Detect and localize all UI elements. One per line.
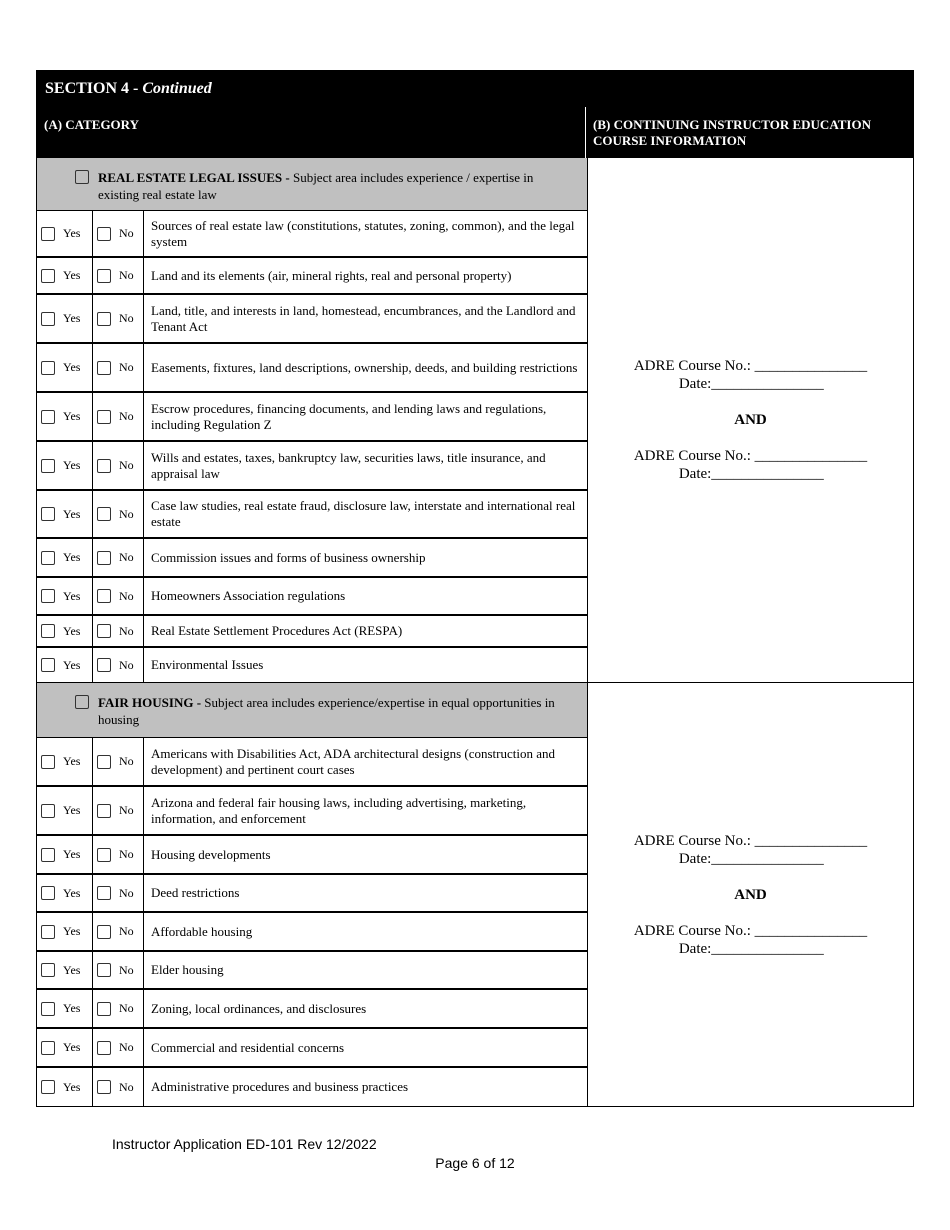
- yes-label: Yes: [63, 360, 81, 374]
- yes-label: Yes: [63, 268, 81, 282]
- item-description: Deed restrictions: [151, 885, 240, 900]
- no-label: No: [119, 623, 134, 638]
- no-label: No: [119, 754, 134, 768]
- yes-checkbox[interactable]: [41, 459, 55, 473]
- no-label: No: [119, 1001, 134, 1015]
- category-description: Subject area includes experience / expertise in existing real estate law: [98, 170, 534, 202]
- and-label: AND: [734, 412, 767, 428]
- yes-checkbox[interactable]: [41, 1002, 55, 1016]
- yes-checkbox[interactable]: [41, 269, 55, 283]
- no-option[interactable]: [93, 1029, 144, 1066]
- yes-option[interactable]: [37, 990, 93, 1027]
- yes-label: Yes: [63, 754, 81, 768]
- item-description: Easements, fixtures, land descriptions, ownership, deeds, and building restrictions: [151, 359, 578, 375]
- footer-page-number: Page 6 of 12: [435, 1155, 515, 1171]
- no-option[interactable]: [93, 787, 144, 834]
- item-row: [37, 787, 587, 836]
- item-description: Affordable housing: [151, 923, 253, 939]
- yes-checkbox[interactable]: [41, 361, 55, 375]
- yes-option[interactable]: [37, 295, 93, 342]
- item-row: [37, 616, 587, 648]
- no-checkbox[interactable]: [97, 1002, 111, 1016]
- yes-option[interactable]: [37, 787, 93, 834]
- yes-option[interactable]: [37, 875, 93, 911]
- no-label: No: [119, 924, 134, 938]
- item-description: Administrative procedures and business practices: [151, 1079, 409, 1094]
- no-label: No: [119, 458, 134, 472]
- item-description: Commercial and residential concerns: [151, 1039, 345, 1055]
- yes-option[interactable]: [37, 913, 93, 950]
- adre-course-no-2: ADRE Course No.: _______________: [633, 448, 868, 464]
- yes-option[interactable]: [37, 393, 93, 440]
- yes-label: Yes: [63, 458, 81, 472]
- yes-label: Yes: [63, 657, 81, 672]
- yes-label: Yes: [63, 1001, 81, 1015]
- item-description: Land and its elements (air, mineral rights, real and personal property): [151, 267, 512, 283]
- no-checkbox[interactable]: [97, 312, 111, 326]
- yes-option[interactable]: [37, 442, 93, 489]
- item-row: [37, 211, 587, 258]
- yes-checkbox[interactable]: [41, 1041, 55, 1055]
- no-option[interactable]: [93, 295, 144, 342]
- yes-option[interactable]: [37, 738, 93, 785]
- yes-label: Yes: [63, 311, 81, 325]
- no-option[interactable]: [93, 539, 144, 576]
- column-headers: [36, 107, 914, 158]
- footer-form-id: Instructor Application ED-101 Rev 12/2022: [112, 1136, 377, 1152]
- item-description: Zoning, local ordinances, and disclosures: [151, 1000, 367, 1016]
- no-label: No: [119, 588, 134, 603]
- no-label: No: [119, 1040, 134, 1054]
- yes-option[interactable]: [37, 491, 93, 537]
- course-info-block: [634, 357, 867, 483]
- course-info-cell: [587, 683, 913, 1106]
- category-text: [98, 169, 577, 210]
- item-row: [37, 836, 587, 875]
- yes-checkbox[interactable]: [41, 624, 55, 638]
- section-header: [36, 70, 914, 107]
- yes-label: Yes: [63, 623, 81, 638]
- no-checkbox[interactable]: [97, 755, 111, 769]
- item-description: Sources of real estate law (constitutions, statutes, zoning, common), and the legal system: [151, 217, 575, 249]
- no-checkbox[interactable]: [97, 269, 111, 283]
- item-description: Elder housing: [151, 962, 224, 977]
- item-row: [37, 539, 587, 578]
- item-row: [37, 990, 587, 1029]
- no-option[interactable]: [93, 1068, 144, 1106]
- yes-label: Yes: [63, 885, 81, 900]
- group-items: [37, 683, 587, 1106]
- no-option[interactable]: [93, 648, 144, 682]
- yes-checkbox[interactable]: [41, 312, 55, 326]
- item-row: [37, 258, 587, 295]
- item-row: [37, 295, 587, 344]
- item-description: Real Estate Settlement Procedures Act (RESPA): [151, 623, 403, 638]
- no-checkbox[interactable]: [97, 1080, 111, 1094]
- item-row: [37, 1029, 587, 1068]
- category-description: Subject area includes experience/expertise in equal opportunities in housing: [98, 695, 555, 727]
- and-label: AND: [734, 886, 767, 903]
- yes-checkbox[interactable]: [41, 925, 55, 939]
- yes-checkbox[interactable]: [41, 1080, 55, 1094]
- no-label: No: [119, 550, 134, 564]
- yes-label: Yes: [63, 803, 81, 817]
- item-row: [37, 578, 587, 616]
- item-row: [37, 738, 587, 787]
- yes-checkbox[interactable]: [41, 227, 55, 241]
- yes-checkbox[interactable]: [41, 848, 55, 862]
- no-option[interactable]: [93, 913, 144, 950]
- no-checkbox[interactable]: [97, 848, 111, 862]
- yes-checkbox[interactable]: [41, 589, 55, 603]
- item-row: [37, 442, 587, 491]
- item-row: [37, 1068, 587, 1106]
- item-row: [37, 491, 587, 539]
- no-option[interactable]: [93, 344, 144, 391]
- yes-option[interactable]: [37, 1068, 93, 1106]
- yes-checkbox[interactable]: [41, 551, 55, 565]
- item-description: Case law studies, real estate fraud, disclosure law, interstate and international real estate: [151, 498, 576, 529]
- no-label: No: [119, 657, 134, 672]
- course-info-block: [634, 832, 867, 958]
- item-row: [37, 952, 587, 990]
- item-row: [37, 393, 587, 442]
- yes-option[interactable]: [37, 836, 93, 873]
- yes-label: Yes: [63, 226, 81, 240]
- no-checkbox[interactable]: [97, 886, 111, 900]
- item-row: [37, 344, 587, 393]
- no-checkbox[interactable]: [97, 459, 111, 473]
- item-description: Homeowners Association regulations: [151, 588, 346, 603]
- no-checkbox[interactable]: [97, 410, 111, 424]
- item-row: [37, 648, 587, 682]
- no-checkbox[interactable]: [97, 589, 111, 603]
- section-title-continued: Continued: [142, 80, 212, 97]
- yes-label: Yes: [63, 962, 81, 977]
- course-info-cell: [587, 158, 913, 682]
- item-description: Americans with Disabilities Act, ADA architectural designs (construction and development) and pertinent court cases: [151, 745, 555, 777]
- no-option[interactable]: [93, 258, 144, 293]
- category-title: FAIR HOUSING -: [98, 695, 205, 710]
- no-label: No: [119, 885, 134, 900]
- no-checkbox[interactable]: [97, 227, 111, 241]
- adre-course-no-1: ADRE Course No.: _______________: [633, 832, 868, 849]
- category-row: [37, 158, 587, 211]
- no-label: No: [119, 226, 134, 240]
- yes-label: Yes: [63, 924, 81, 938]
- yes-label: Yes: [63, 588, 81, 603]
- yes-label: Yes: [63, 847, 81, 861]
- no-checkbox[interactable]: [97, 925, 111, 939]
- no-checkbox[interactable]: [97, 361, 111, 375]
- adre-date-2: Date:_______________: [678, 940, 824, 957]
- yes-checkbox[interactable]: [41, 804, 55, 818]
- no-option[interactable]: [93, 738, 144, 785]
- yes-label: Yes: [63, 506, 81, 521]
- no-label: No: [119, 506, 134, 521]
- yes-checkbox[interactable]: [41, 886, 55, 900]
- no-option[interactable]: [93, 875, 144, 911]
- yes-option[interactable]: [37, 211, 93, 256]
- no-checkbox[interactable]: [97, 804, 111, 818]
- no-label: No: [119, 1079, 134, 1094]
- item-description: Land, title, and interests in land, homestead, encumbrances, and the Landlord and Tenant Act: [151, 302, 576, 334]
- yes-option[interactable]: [37, 616, 93, 646]
- category-text: [98, 694, 577, 737]
- yes-label: Yes: [63, 409, 81, 423]
- yes-checkbox[interactable]: [41, 410, 55, 424]
- group-items: [37, 158, 587, 682]
- group-fair-housing: [36, 683, 914, 1107]
- category-row: [37, 683, 587, 738]
- item-row: [37, 913, 587, 952]
- yes-label: Yes: [63, 550, 81, 564]
- no-checkbox[interactable]: [97, 551, 111, 565]
- no-option[interactable]: [93, 952, 144, 988]
- yes-checkbox[interactable]: [41, 658, 55, 672]
- adre-date-2: Date:_______________: [678, 466, 824, 482]
- yes-checkbox[interactable]: [41, 755, 55, 769]
- yes-option[interactable]: [37, 344, 93, 391]
- no-label: No: [119, 803, 134, 817]
- yes-checkbox[interactable]: [41, 963, 55, 977]
- adre-date-1: Date:_______________: [678, 376, 824, 392]
- yes-option[interactable]: [37, 258, 93, 293]
- no-checkbox[interactable]: [97, 507, 111, 521]
- category-title: REAL ESTATE LEGAL ISSUES -: [98, 170, 293, 185]
- adre-course-no-2: ADRE Course No.: _______________: [633, 922, 868, 939]
- no-label: No: [119, 847, 134, 861]
- group-real-estate-legal-issues: [36, 158, 914, 683]
- yes-option[interactable]: [37, 648, 93, 682]
- no-label: No: [119, 409, 134, 423]
- item-description: Commission issues and forms of business ownership: [151, 549, 426, 565]
- item-description: Environmental Issues: [151, 657, 264, 672]
- no-label: No: [119, 268, 134, 282]
- yes-label: Yes: [63, 1040, 81, 1054]
- section-4-table: [36, 70, 914, 1107]
- no-checkbox[interactable]: [97, 658, 111, 672]
- no-label: No: [119, 360, 134, 374]
- yes-option[interactable]: [37, 539, 93, 576]
- item-description: Escrow procedures, financing documents, and lending laws and regulations, including Regulation Z: [151, 400, 547, 432]
- adre-date-1: Date:_______________: [678, 850, 824, 867]
- no-label: No: [119, 311, 134, 325]
- yes-option[interactable]: [37, 952, 93, 988]
- yes-option[interactable]: [37, 1029, 93, 1066]
- yes-label: Yes: [63, 1079, 81, 1094]
- no-option[interactable]: [93, 442, 144, 489]
- category-checkbox[interactable]: [75, 695, 89, 709]
- column-header-category: (A) CATEGORY: [36, 107, 586, 158]
- item-description: Wills and estates, taxes, bankruptcy law, securities laws, title insurance, and appraisal law: [151, 449, 546, 481]
- yes-option[interactable]: [37, 578, 93, 614]
- column-header-course-info: (B) CONTINUING INSTRUCTOR EDUCATION COURSE INFORMATION: [593, 117, 871, 148]
- yes-checkbox[interactable]: [41, 507, 55, 521]
- no-option[interactable]: [93, 393, 144, 440]
- section-title: SECTION 4 -: [45, 80, 143, 97]
- no-option[interactable]: [93, 616, 144, 646]
- item-row: [37, 875, 587, 913]
- no-option[interactable]: [93, 578, 144, 614]
- no-checkbox[interactable]: [97, 963, 111, 977]
- item-description: Housing developments: [151, 846, 271, 862]
- no-label: No: [119, 962, 134, 977]
- item-description: Arizona and federal fair housing laws, including advertising, marketing, information, and enforcement: [151, 794, 527, 826]
- no-option[interactable]: [93, 491, 144, 537]
- no-checkbox[interactable]: [97, 1041, 111, 1055]
- adre-course-no-1: ADRE Course No.: _______________: [633, 358, 868, 374]
- no-option[interactable]: [93, 211, 144, 256]
- category-checkbox[interactable]: [75, 170, 89, 184]
- no-checkbox[interactable]: [97, 624, 111, 638]
- no-option[interactable]: [93, 836, 144, 873]
- no-option[interactable]: [93, 990, 144, 1027]
